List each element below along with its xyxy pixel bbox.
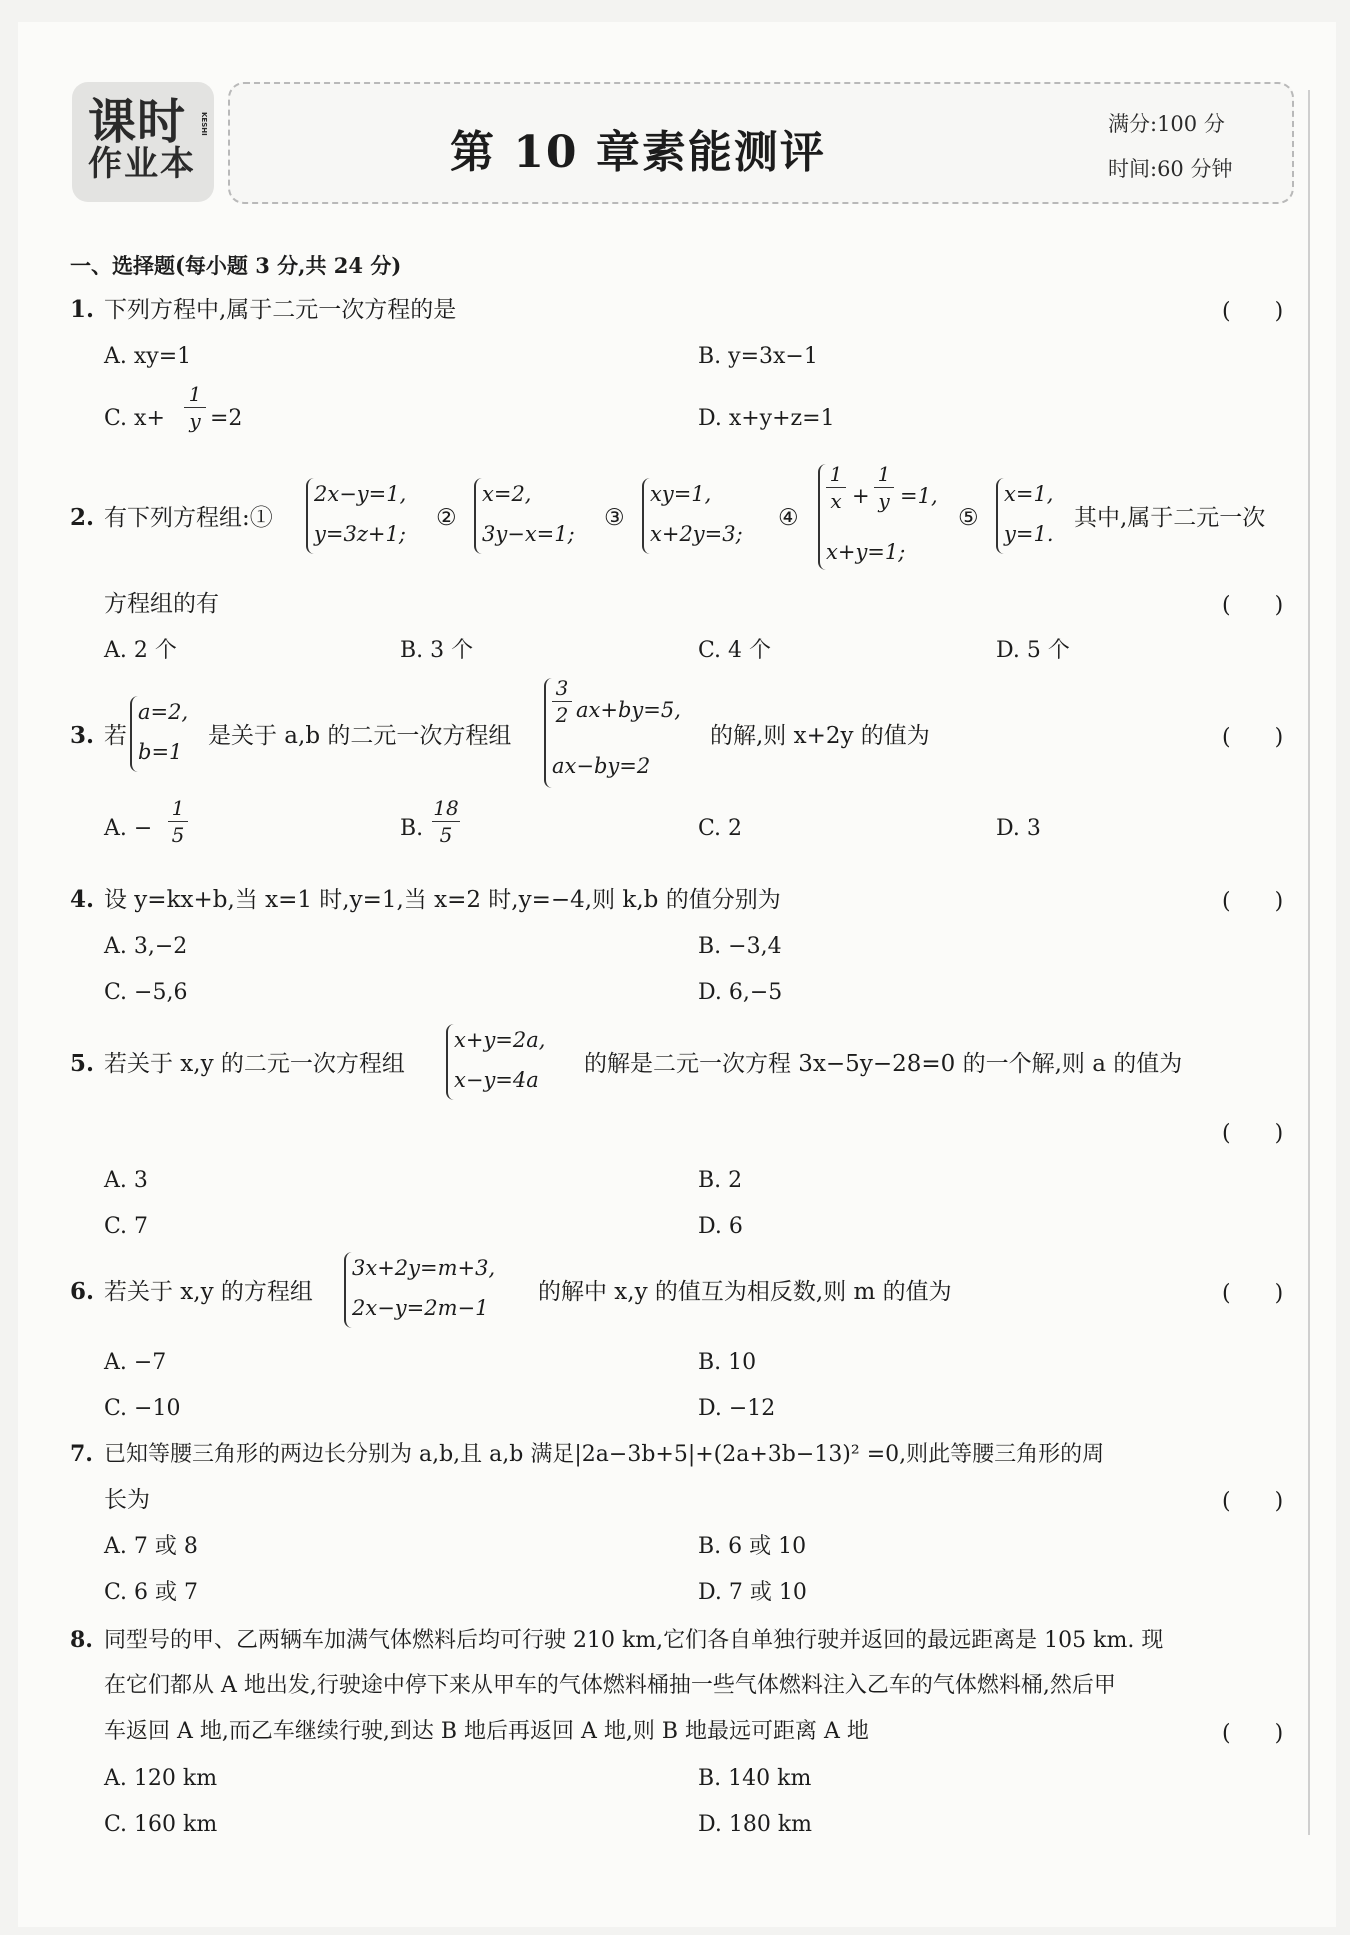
question-1: [70, 294, 456, 326]
question-text-line3: 车返回 A 地,而乙车继续行驶,到达 B 地后再返回 A 地,则 B 地最远可距离 A 地: [104, 1719, 869, 1744]
answer-bracket: ( ): [1222, 593, 1284, 618]
logo-tiny-text: KESHI: [200, 112, 209, 136]
system-1: [314, 474, 406, 554]
question-4: [70, 884, 781, 916]
question-text-tail: 的解,则 x+2y 的值为: [710, 723, 930, 749]
option-c: C. 6 或 7: [104, 1580, 199, 1605]
brace: [474, 478, 482, 554]
section-heading: 一、选择题(每小题 3 分,共 24 分): [70, 253, 402, 278]
option-d: D. 6: [698, 1214, 743, 1239]
system-2: [482, 474, 575, 554]
question-text: 同型号的甲、乙两辆车加满气体燃料后均可行驶 210 km,它们各自单独行驶并返回的最远距离是 105 km. 现: [104, 1628, 1164, 1653]
equation: ax−by=2: [552, 754, 651, 778]
full-score: 满分:100 分: [1108, 112, 1225, 136]
equation: a=2,: [138, 700, 189, 724]
marker-2: ②: [436, 505, 457, 531]
denominator: 5: [439, 823, 453, 847]
marker-5: ⑤: [958, 505, 979, 531]
option-b: B. 10: [698, 1350, 757, 1375]
option-b: B. 2: [698, 1168, 743, 1193]
logo-line1: 课时: [88, 94, 187, 150]
equation-system: [454, 1020, 545, 1100]
option-b: B.: [400, 816, 424, 841]
question-text-tail: 其中,属于二元一次: [1074, 505, 1266, 531]
equation: x=1,: [1004, 482, 1054, 506]
marker-3: ③: [604, 505, 625, 531]
option-d: D. x+y+z=1: [698, 406, 835, 431]
brace: [642, 478, 650, 554]
equation: b=1: [138, 740, 183, 764]
denominator: x: [830, 489, 842, 513]
equation-system: [352, 1248, 495, 1328]
numerator: 3: [555, 676, 569, 700]
equation: x+y=2a,: [454, 1028, 546, 1052]
option-a: A. 120 km: [104, 1766, 218, 1791]
question-number: 8.: [70, 1627, 93, 1653]
answer-bracket: ( ): [1222, 1121, 1284, 1146]
denominator: y: [878, 489, 890, 513]
option-d: D. 5 个: [996, 638, 1070, 663]
option-c: C. 160 km: [104, 1812, 218, 1837]
question-text-line2: 在它们都从 A 地出发,行驶途中停下来从甲车的气体燃料桶抽一些气体燃料注入乙车的气体燃料桶,然后甲: [104, 1673, 1116, 1698]
option-a: A. 3,−2: [104, 934, 188, 959]
time-limit: 时间:60 分钟: [1108, 157, 1233, 181]
solution-system: [138, 692, 188, 772]
option-c: C. 4 个: [698, 638, 772, 663]
denominator: 5: [171, 823, 185, 847]
option-a: A. −7: [104, 1350, 167, 1375]
option-b: B. 140 km: [698, 1766, 812, 1791]
question-text: 有下列方程组:①: [104, 505, 273, 531]
numerator: 1: [188, 382, 202, 406]
question-number: 2.: [70, 504, 95, 531]
answer-bracket: ( ): [1222, 1281, 1284, 1306]
option-c: C. 7: [104, 1214, 149, 1239]
option-b: B. y=3x−1: [698, 344, 818, 369]
denominator: y: [189, 409, 201, 433]
fraction: [168, 796, 188, 847]
option-a: A. 7 或 8: [104, 1534, 198, 1559]
brace: [344, 1252, 352, 1328]
equation: 3y−x=1;: [482, 522, 575, 546]
option-b: B. 3 个: [400, 638, 474, 663]
brace: [306, 478, 314, 554]
option-d: D. 3: [996, 816, 1041, 841]
numerator: 1: [171, 796, 185, 820]
option-c: C. 2: [698, 816, 743, 841]
option-b: B. −3,4: [698, 934, 782, 959]
numerator: 1: [829, 462, 843, 486]
question-number: 6.: [70, 1278, 95, 1305]
question-3: [70, 720, 127, 752]
question-number: 1.: [70, 296, 95, 323]
page-title: 第 10 章素能测评: [450, 127, 826, 178]
equation: 3x+2y=m+3,: [352, 1256, 496, 1280]
option-c: C. −5,6: [104, 980, 188, 1005]
option-b: B. 6 或 10: [698, 1534, 807, 1559]
fraction: [552, 676, 572, 727]
system-3: [650, 474, 743, 554]
question-text-mid: 是关于 a,b 的二元一次方程组: [208, 723, 512, 749]
option-c: [104, 404, 165, 434]
question-text: 若关于 x,y 的方程组: [104, 1279, 313, 1305]
question-text-tail: 的解是二元一次方程 3x−5y−28=0 的一个解,则 a 的值为: [584, 1051, 1183, 1077]
option-a: A. 2 个: [104, 638, 177, 663]
equation-tail: =1,: [900, 484, 938, 508]
option-d: D. 6,−5: [698, 980, 783, 1005]
question-text: 下列方程中,属于二元一次方程的是: [104, 297, 457, 323]
question-6: [70, 1276, 313, 1308]
answer-bracket: ( ): [1222, 1721, 1284, 1746]
answer-bracket: ( ): [1222, 1489, 1284, 1514]
option-text: C. x+: [104, 406, 165, 431]
question-number: 5.: [70, 1050, 95, 1077]
equation: ax+by=5,: [576, 698, 681, 722]
fraction: [184, 382, 206, 433]
option-d: D. −12: [698, 1396, 776, 1421]
question-7: [70, 1438, 1104, 1471]
question-text-tail: 的解中 x,y 的值互为相反数,则 m 的值为: [538, 1279, 952, 1305]
answer-bracket: ( ): [1222, 725, 1284, 750]
answer-bracket: ( ): [1222, 299, 1284, 324]
question-text: 若关于 x,y 的二元一次方程组: [104, 1051, 405, 1077]
equation: x+2y=3;: [650, 522, 743, 546]
equation: 2x−y=1,: [314, 482, 407, 506]
equation: 2x−y=2m−1: [352, 1296, 489, 1320]
equation: x=2,: [482, 482, 532, 506]
question-text: 已知等腰三角形的两边长分别为 a,b,且 a,b 满足|2a−3b+5|+(2a+3b−13)² =0,则此等腰三角形的周: [104, 1442, 1105, 1467]
equation: xy=1,: [650, 482, 712, 506]
question-text-line2: 方程组的有: [104, 591, 219, 617]
system-5: [1004, 474, 1054, 554]
brand-logo: [88, 94, 209, 184]
option-a: A. xy=1: [104, 344, 192, 369]
question-8: [70, 1624, 1163, 1657]
answer-bracket: ( ): [1222, 889, 1284, 914]
brace: [544, 678, 552, 788]
fraction: [874, 462, 894, 513]
right-margin-rule: [1308, 90, 1310, 1835]
equation: x+y=1;: [826, 540, 906, 564]
question-5: [70, 1048, 405, 1080]
fraction: [826, 462, 846, 513]
numerator: 1: [877, 462, 891, 486]
logo-line2: 作业本: [88, 143, 196, 184]
brace: [996, 478, 1004, 554]
plus-sign: +: [852, 484, 870, 508]
question-text: 设 y=kx+b,当 x=1 时,y=1,当 x=2 时,y=−4,则 k,b 的值分别为: [104, 887, 781, 913]
question-number: 7.: [70, 1441, 93, 1467]
brace: [818, 464, 826, 570]
numerator: 18: [433, 796, 459, 820]
option-c-tail: =2: [210, 406, 243, 431]
question-text-line2: 长为: [104, 1487, 150, 1513]
option-a: A. 3: [104, 1168, 148, 1193]
equation: x−y=4a: [454, 1068, 539, 1092]
option-a: A. −: [104, 816, 153, 841]
brace: [130, 696, 138, 772]
question-text: 若: [104, 723, 127, 749]
option-c: C. −10: [104, 1396, 181, 1421]
denominator: 2: [555, 703, 569, 727]
option-d: D. 7 或 10: [698, 1580, 807, 1605]
marker-4: ④: [778, 505, 799, 531]
option-d: D. 180 km: [698, 1812, 813, 1837]
question-number: 4.: [70, 886, 95, 913]
brace: [446, 1024, 454, 1100]
equation: y=1.: [1004, 522, 1054, 546]
question-2: [70, 502, 273, 534]
fraction: [432, 796, 460, 847]
equation: y=3z+1;: [314, 522, 406, 546]
question-number: 3.: [70, 722, 95, 749]
